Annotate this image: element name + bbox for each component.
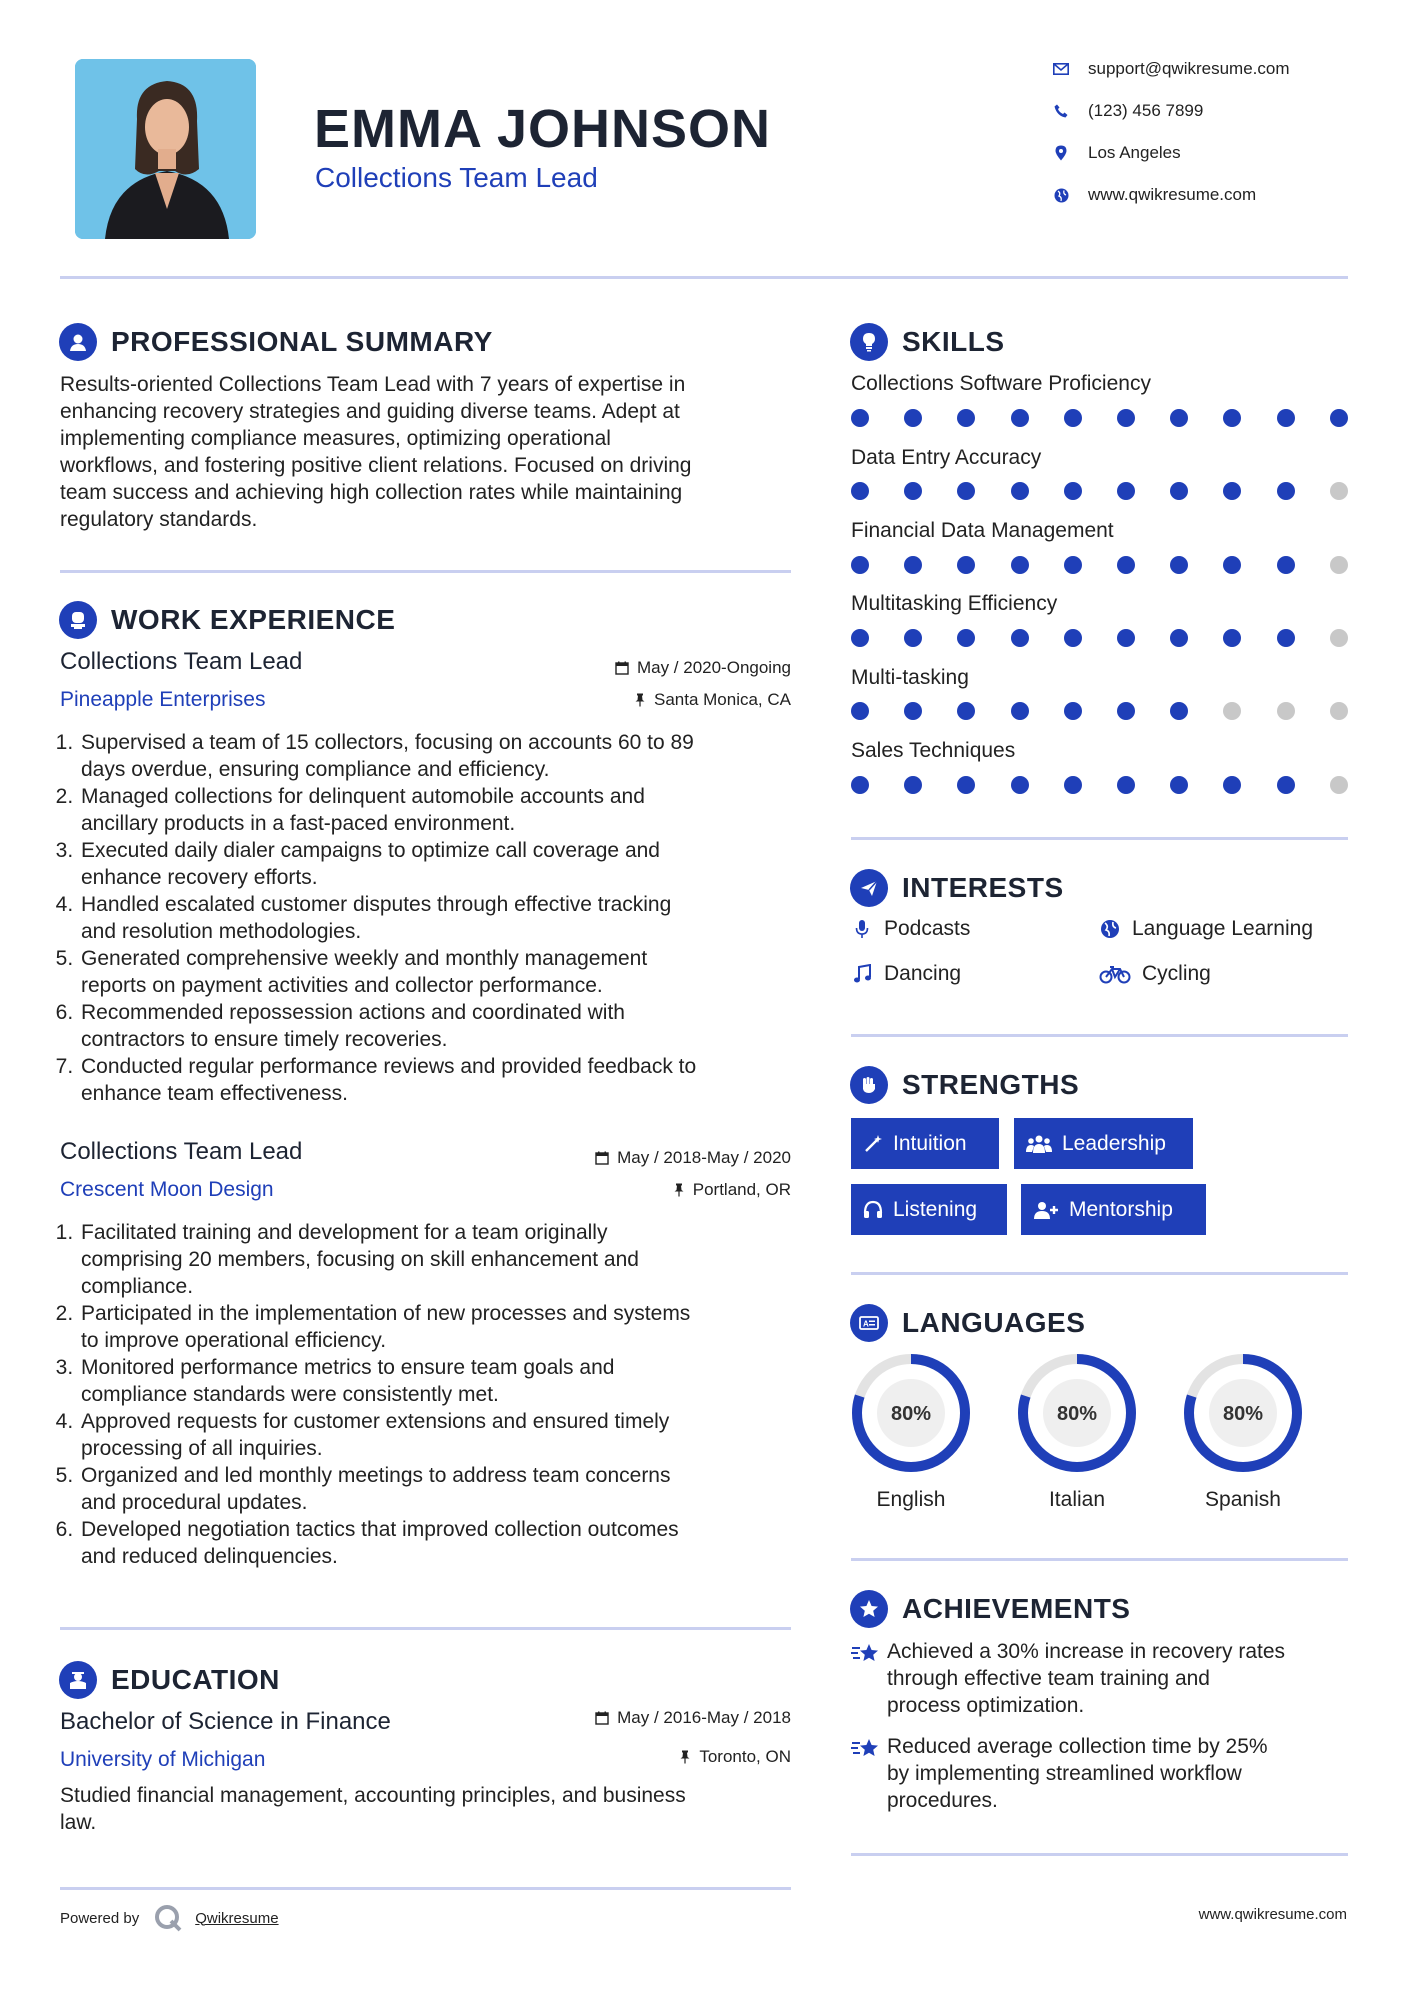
skill-dot-filled bbox=[1064, 702, 1082, 720]
strengths-divider bbox=[851, 1272, 1348, 1275]
education-title: EDUCATION bbox=[111, 1664, 280, 1695]
skill-dot-filled bbox=[957, 702, 975, 720]
education-location-text: Toronto, ON bbox=[699, 1747, 791, 1766]
summary-heading bbox=[59, 323, 493, 361]
raised-fist-icon bbox=[850, 1066, 888, 1104]
language-level-label: 80% bbox=[1056, 1403, 1098, 1425]
duty-line: 1. Supervised a team of 15 collectors, focusing on accounts 60 to 89 bbox=[81, 731, 694, 754]
job-duties-list bbox=[60, 1219, 819, 1570]
job-location-text: Santa Monica, CA bbox=[653, 690, 791, 709]
globe-icon bbox=[1050, 184, 1072, 206]
pushpin-icon bbox=[673, 1183, 685, 1197]
skill-dot-filled bbox=[904, 556, 922, 574]
qwikresume-link[interactable]: Qwikresume bbox=[195, 1909, 279, 1927]
interest-item bbox=[850, 962, 961, 986]
duty-item bbox=[79, 1462, 819, 1516]
skill-dot-filled bbox=[1277, 629, 1295, 647]
education-date-text: May / 2016-May / 2018 bbox=[617, 1708, 791, 1727]
summary-title: PROFESSIONAL SUMMARY bbox=[111, 326, 493, 357]
skill-dot-filled bbox=[1277, 556, 1295, 574]
job-location-text: Portland, OR bbox=[692, 1180, 791, 1199]
candidate-name: EMMA JOHNSON bbox=[314, 99, 772, 159]
skill-dot-filled bbox=[1064, 776, 1082, 794]
strengths-title: STRENGTHS bbox=[902, 1069, 1080, 1100]
skill-name: Multi-tasking bbox=[851, 666, 969, 689]
duty-item bbox=[79, 999, 819, 1053]
language-card-icon bbox=[850, 1304, 888, 1342]
svg-text:A: A bbox=[863, 1319, 869, 1329]
skill-rating bbox=[851, 482, 1351, 500]
skill-dot-filled bbox=[957, 409, 975, 427]
skill-rating bbox=[851, 776, 1351, 794]
achievement-item bbox=[851, 1638, 1351, 1719]
skill-dot-filled bbox=[1117, 482, 1135, 500]
briefcase-icon bbox=[59, 601, 97, 639]
powered-by-label: Powered by bbox=[60, 1909, 140, 1927]
header-divider bbox=[60, 276, 1348, 279]
skill-dot-filled bbox=[1223, 482, 1241, 500]
calendar-icon bbox=[595, 1711, 609, 1725]
experience-title: WORK EXPERIENCE bbox=[111, 604, 396, 635]
duty-line: 7. Conducted regular performance reviews and provided feedback to bbox=[81, 1055, 697, 1078]
job-duties-list bbox=[60, 729, 819, 1107]
bicycle-icon bbox=[1098, 964, 1132, 984]
duty-line: days overdue, ensuring compliance and efficiency. bbox=[81, 758, 550, 781]
job-title: Collections Team Lead bbox=[60, 648, 303, 675]
skill-dot-filled bbox=[1064, 409, 1082, 427]
skills-title: SKILLS bbox=[902, 326, 1005, 357]
duty-line: 4. Handled escalated customer disputes through effective tracking bbox=[81, 893, 672, 916]
strength-label: Intuition bbox=[893, 1131, 967, 1155]
group-icon bbox=[1026, 1134, 1052, 1154]
skill-dot-filled bbox=[904, 482, 922, 500]
duty-line: and reduced delinquencies. bbox=[81, 1545, 338, 1568]
language-name: Spanish bbox=[1205, 1488, 1281, 1511]
contact-phone-text: (123) 456 7899 bbox=[1088, 101, 1204, 120]
skill-dot-filled bbox=[1064, 482, 1082, 500]
skill-rating bbox=[851, 629, 1351, 647]
user-circle-icon bbox=[59, 323, 97, 361]
contact-location-text: Los Angeles bbox=[1088, 143, 1181, 162]
achievement-item bbox=[851, 1733, 1351, 1814]
summary-text bbox=[60, 371, 800, 533]
qwikresume-logo-icon bbox=[153, 1903, 183, 1933]
music-note-icon bbox=[850, 964, 874, 984]
achievement-text bbox=[887, 1733, 1268, 1814]
duty-item bbox=[79, 837, 819, 891]
job-date-text: May / 2020-Ongoing bbox=[636, 658, 791, 677]
skill-dot-filled bbox=[1170, 629, 1188, 647]
skill-dot-filled bbox=[957, 776, 975, 794]
microphone-icon bbox=[850, 919, 874, 939]
duty-line: 2. Participated in the implementation of new processes and systems bbox=[81, 1302, 691, 1325]
skill-name: Collections Software Proficiency bbox=[851, 372, 1151, 395]
language-level-label: 80% bbox=[890, 1403, 932, 1425]
skill-dot-filled bbox=[851, 776, 869, 794]
pushpin-icon bbox=[679, 1750, 691, 1764]
footer-url[interactable]: www.qwikresume.com bbox=[1198, 1906, 1347, 1923]
language-ring bbox=[849, 1351, 973, 1475]
magic-wand-icon bbox=[863, 1134, 883, 1154]
education-location bbox=[679, 1747, 791, 1767]
experience-divider bbox=[60, 1627, 791, 1630]
strength-label: Listening bbox=[893, 1197, 978, 1221]
skill-dot-filled bbox=[1277, 482, 1295, 500]
contact-email-text: support@qwikresume.com bbox=[1088, 59, 1290, 78]
skill-dot-filled bbox=[1170, 556, 1188, 574]
skill-dot-filled bbox=[957, 482, 975, 500]
skill-dot-filled bbox=[904, 702, 922, 720]
duty-item bbox=[79, 1354, 819, 1408]
language-name: English bbox=[876, 1488, 946, 1511]
contact-website[interactable] bbox=[1050, 184, 1256, 206]
skill-name: Financial Data Management bbox=[851, 519, 1114, 542]
duty-item bbox=[79, 729, 819, 783]
skill-rating bbox=[851, 409, 1351, 427]
job-date bbox=[595, 1148, 791, 1168]
contact-location bbox=[1050, 142, 1181, 164]
skill-dot-filled bbox=[957, 556, 975, 574]
duty-line: 2. Managed collections for delinquent automobile accounts and bbox=[81, 785, 645, 808]
skill-dot-filled bbox=[1064, 629, 1082, 647]
calendar-icon bbox=[595, 1151, 609, 1165]
degree-title: Bachelor of Science in Finance bbox=[60, 1708, 391, 1735]
skill-dot-filled bbox=[1223, 409, 1241, 427]
duty-line: reports on payment activities and collector performance. bbox=[81, 974, 603, 997]
skill-dot-filled bbox=[851, 702, 869, 720]
job-company: Crescent Moon Design bbox=[60, 1178, 274, 1201]
skill-dot-empty bbox=[1223, 702, 1241, 720]
interest-label: Dancing bbox=[884, 962, 962, 985]
skill-dot-filled bbox=[851, 409, 869, 427]
strength-label: Leadership bbox=[1062, 1131, 1166, 1155]
duty-line: contractors to ensure timely recoveries. bbox=[81, 1028, 448, 1051]
skill-dot-filled bbox=[1011, 556, 1029, 574]
duty-line: 1. Facilitated training and development for a team originally bbox=[81, 1221, 608, 1244]
duty-line: 5. Organized and led monthly meetings to address team concerns bbox=[81, 1464, 671, 1487]
summary-line: implementing compliance measures, optimizing operational bbox=[60, 427, 611, 450]
strength-tag bbox=[1021, 1184, 1206, 1235]
contact-website-text: www.qwikresume.com bbox=[1088, 185, 1257, 204]
skill-dot-filled bbox=[1064, 556, 1082, 574]
duty-line: 6. Recommended repossession actions and coordinated with bbox=[81, 1001, 625, 1024]
interest-label: Podcasts bbox=[884, 917, 971, 940]
skill-dot-filled bbox=[851, 629, 869, 647]
duty-line: enhance team effectiveness. bbox=[81, 1082, 348, 1105]
duty-item bbox=[79, 1300, 819, 1354]
duty-line: 6. Developed negotiation tactics that improved collection outcomes bbox=[81, 1518, 679, 1541]
duty-line: 3. Executed daily dialer campaigns to optimize call coverage and bbox=[81, 839, 660, 862]
skill-dot-filled bbox=[1223, 629, 1241, 647]
skills-divider bbox=[851, 837, 1348, 840]
duty-line: ancillary products in a fast-paced environment. bbox=[81, 812, 516, 835]
skill-dot-filled bbox=[1117, 776, 1135, 794]
job-location bbox=[673, 1180, 791, 1200]
language-level-label: 80% bbox=[1222, 1403, 1264, 1425]
skill-dot-filled bbox=[1170, 776, 1188, 794]
skill-dot-empty bbox=[1330, 702, 1348, 720]
strengths-heading bbox=[850, 1066, 1079, 1104]
achievement-text bbox=[887, 1638, 1285, 1719]
duty-line: and resolution methodologies. bbox=[81, 920, 362, 943]
skill-dot-filled bbox=[1170, 702, 1188, 720]
interest-label: Language Learning bbox=[1132, 917, 1314, 940]
languages-heading bbox=[850, 1304, 1085, 1342]
interest-item bbox=[1098, 962, 1211, 986]
duty-item bbox=[79, 1408, 819, 1462]
duty-item bbox=[79, 945, 819, 999]
education-heading bbox=[59, 1661, 280, 1699]
shooting-star-icon bbox=[851, 1638, 887, 1719]
skill-dot-filled bbox=[904, 629, 922, 647]
interests-divider bbox=[851, 1034, 1348, 1037]
job-company: Pineapple Enterprises bbox=[60, 688, 266, 711]
map-pin-icon bbox=[1050, 142, 1072, 164]
skill-dot-filled bbox=[1011, 482, 1029, 500]
interest-item bbox=[1098, 917, 1313, 941]
duty-item bbox=[79, 1516, 819, 1570]
contact-email[interactable] bbox=[1050, 58, 1290, 80]
education-description bbox=[60, 1782, 800, 1836]
skill-dot-filled bbox=[851, 556, 869, 574]
skill-dot-empty bbox=[1330, 776, 1348, 794]
job-date bbox=[615, 658, 791, 678]
graduate-icon bbox=[59, 1661, 97, 1699]
globe-icon bbox=[1098, 919, 1122, 939]
user-plus-icon bbox=[1033, 1200, 1059, 1220]
paper-plane-icon bbox=[850, 869, 888, 907]
languages-title: LANGUAGES bbox=[902, 1307, 1086, 1338]
interest-item bbox=[850, 917, 970, 941]
duty-item bbox=[79, 783, 819, 837]
achievements-heading bbox=[850, 1590, 1130, 1628]
skill-dot-filled bbox=[1223, 776, 1241, 794]
summary-line: regulatory standards. bbox=[60, 508, 258, 531]
job-date-text: May / 2018-May / 2020 bbox=[617, 1148, 791, 1167]
languages-divider bbox=[851, 1558, 1348, 1561]
language-ring bbox=[1015, 1351, 1139, 1475]
achievement-line: Reduced average collection time by 25% bbox=[887, 1735, 1268, 1758]
strength-tag bbox=[1014, 1118, 1193, 1169]
achievements-title: ACHIEVEMENTS bbox=[902, 1593, 1131, 1624]
skill-dot-empty bbox=[1330, 556, 1348, 574]
duty-line: to improve operational efficiency. bbox=[81, 1329, 387, 1352]
duty-line: processing of all inquiries. bbox=[81, 1437, 323, 1460]
skill-dot-filled bbox=[1277, 409, 1295, 427]
shooting-star-icon bbox=[851, 1733, 887, 1814]
achievement-line: Achieved a 30% increase in recovery rates bbox=[887, 1640, 1286, 1663]
skill-dot-filled bbox=[1277, 776, 1295, 794]
skill-dot-empty bbox=[1330, 629, 1348, 647]
language-ring bbox=[1181, 1351, 1305, 1475]
achievements-divider bbox=[851, 1853, 1348, 1856]
duty-line: comprising 20 members, focusing on skill enhancement and bbox=[81, 1248, 639, 1271]
powered-by bbox=[60, 1903, 279, 1933]
achievement-line: through effective team training and bbox=[887, 1667, 1210, 1690]
skill-rating bbox=[851, 556, 1351, 574]
interests-title: INTERESTS bbox=[902, 872, 1064, 903]
skill-dot-filled bbox=[1011, 409, 1029, 427]
profile-photo bbox=[75, 59, 256, 239]
summary-line: enhancing recovery strategies and guiding diverse teams. Adept at bbox=[60, 400, 680, 423]
school-name: University of Michigan bbox=[60, 1748, 266, 1771]
skill-dot-filled bbox=[1117, 556, 1135, 574]
duty-line: 5. Generated comprehensive weekly and monthly management bbox=[81, 947, 648, 970]
lightbulb-icon bbox=[850, 323, 888, 361]
skill-dot-filled bbox=[1117, 629, 1135, 647]
skill-dot-filled bbox=[1117, 702, 1135, 720]
skill-dot-filled bbox=[1170, 409, 1188, 427]
skill-dot-empty bbox=[1277, 702, 1295, 720]
skill-dot-filled bbox=[1117, 409, 1135, 427]
skill-dot-filled bbox=[1330, 409, 1348, 427]
skill-dot-filled bbox=[1223, 556, 1241, 574]
skill-dot-filled bbox=[1011, 776, 1029, 794]
calendar-icon bbox=[615, 661, 629, 675]
skills-heading bbox=[850, 323, 1005, 361]
contact-phone[interactable] bbox=[1050, 100, 1203, 122]
strength-tag bbox=[851, 1184, 1007, 1235]
education-date bbox=[595, 1708, 791, 1728]
summary-line: team success and achieving high collection rates while maintaining bbox=[60, 481, 683, 504]
education-line: Studied financial management, accounting principles, and business bbox=[60, 1784, 686, 1807]
envelope-icon bbox=[1050, 58, 1072, 80]
skill-dot-filled bbox=[904, 409, 922, 427]
duty-line: 3. Monitored performance metrics to ensure team goals and bbox=[81, 1356, 615, 1379]
duty-line: and procedural updates. bbox=[81, 1491, 308, 1514]
duty-line: compliance. bbox=[81, 1275, 194, 1298]
achievement-line: procedures. bbox=[887, 1789, 998, 1812]
achievement-line: by implementing streamlined workflow bbox=[887, 1762, 1242, 1785]
pushpin-icon bbox=[634, 693, 646, 707]
strength-tag bbox=[851, 1118, 999, 1169]
job-location bbox=[634, 690, 791, 710]
experience-heading bbox=[59, 601, 395, 639]
strength-label: Mentorship bbox=[1069, 1197, 1173, 1221]
job-title: Collections Team Lead bbox=[60, 1138, 303, 1165]
phone-icon bbox=[1050, 100, 1072, 122]
summary-divider bbox=[60, 570, 791, 573]
duty-item bbox=[79, 891, 819, 945]
duty-line: 4. Approved requests for customer extensions and ensured timely bbox=[81, 1410, 670, 1433]
skill-dot-empty bbox=[1330, 482, 1348, 500]
education-divider bbox=[60, 1887, 791, 1890]
duty-line: compliance standards were consistently met. bbox=[81, 1383, 499, 1406]
skill-name: Sales Techniques bbox=[851, 739, 1016, 762]
duty-line: enhance recovery efforts. bbox=[81, 866, 318, 889]
skill-rating bbox=[851, 702, 1351, 720]
summary-line: workflows, and fostering positive client relations. Focused on driving bbox=[60, 454, 692, 477]
interests-heading bbox=[850, 869, 1064, 907]
summary-line: Results-oriented Collections Team Lead with 7 years of expertise in bbox=[60, 373, 686, 396]
candidate-role: Collections Team Lead bbox=[315, 162, 598, 193]
skill-dot-filled bbox=[904, 776, 922, 794]
skill-dot-filled bbox=[1011, 702, 1029, 720]
star-badge-icon bbox=[850, 1590, 888, 1628]
skill-dot-filled bbox=[851, 482, 869, 500]
skill-dot-filled bbox=[1170, 482, 1188, 500]
skill-name: Data Entry Accuracy bbox=[851, 446, 1042, 469]
skill-name: Multitasking Efficiency bbox=[851, 592, 1058, 615]
education-line: law. bbox=[60, 1811, 97, 1834]
achievement-line: process optimization. bbox=[887, 1694, 1085, 1717]
language-name: Italian bbox=[1048, 1488, 1106, 1511]
skill-dot-filled bbox=[957, 629, 975, 647]
headphones-icon bbox=[863, 1200, 883, 1220]
interest-label: Cycling bbox=[1142, 962, 1211, 985]
skill-dot-filled bbox=[1011, 629, 1029, 647]
duty-item bbox=[79, 1219, 819, 1300]
duty-item bbox=[79, 1053, 819, 1107]
